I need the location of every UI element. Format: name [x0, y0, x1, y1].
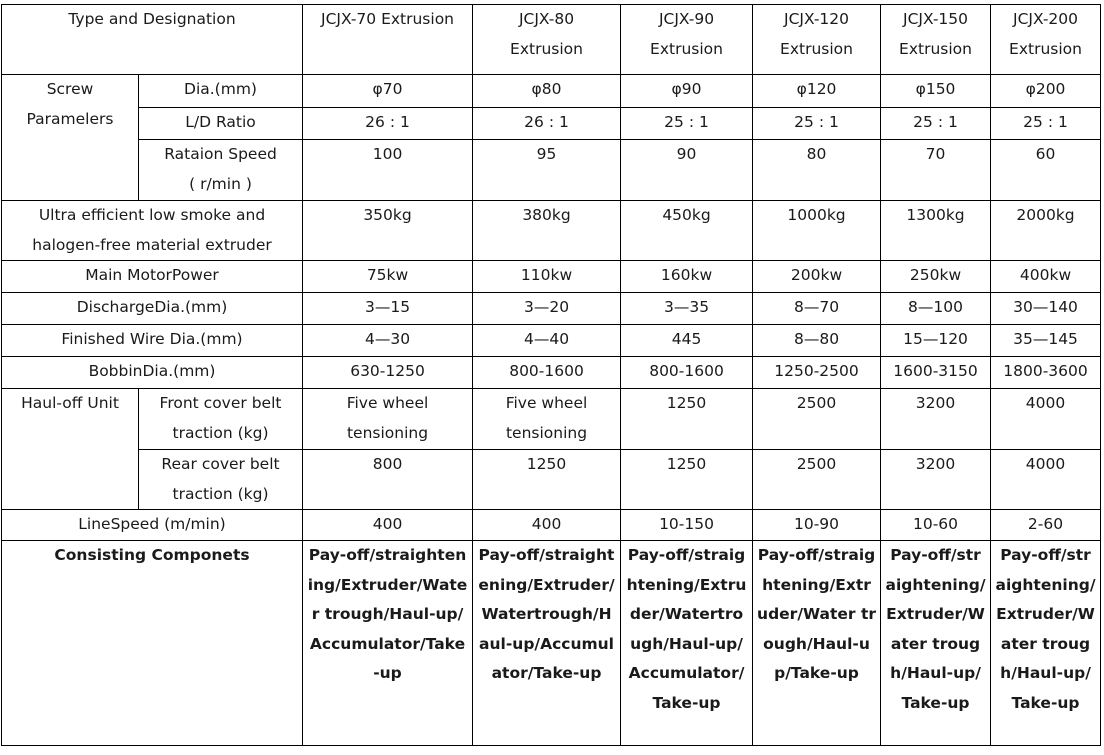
table-cell: Five wheel tensioning [473, 389, 621, 450]
table-cell: 110kw [473, 261, 621, 293]
table-cell: 10-60 [881, 510, 991, 541]
table-cell: 35—145 [991, 325, 1101, 357]
table-cell: φ150 [881, 75, 991, 108]
table-cell: 160kw [621, 261, 753, 293]
table-cell: 3—15 [303, 293, 473, 325]
table-row [2, 293, 1101, 325]
table-row [2, 357, 1101, 389]
table-row [2, 75, 1101, 108]
row-label: Front cover belt traction (kg) [139, 389, 303, 450]
model-header: JCJX-80 Extrusion [473, 5, 621, 75]
table-cell: 800-1600 [621, 357, 753, 389]
table-cell: Pay-off/straightening/Extruder/Water trough/Haul-up/Take-up [753, 541, 881, 746]
table-cell: φ200 [991, 75, 1101, 108]
table-cell: 25 : 1 [621, 108, 753, 140]
row-label: Finished Wire Dia.(mm) [2, 325, 303, 357]
table-cell: 2-60 [991, 510, 1101, 541]
table-row [2, 140, 1101, 201]
table-cell: 1800-3600 [991, 357, 1101, 389]
table-cell: 200kw [753, 261, 881, 293]
table-cell: 4—40 [473, 325, 621, 357]
table-cell: 1250-2500 [753, 357, 881, 389]
table-cell: 1250 [621, 389, 753, 450]
type-designation-label: Type and Designation [2, 5, 303, 75]
table-cell: 400 [473, 510, 621, 541]
table-cell: 2500 [753, 450, 881, 510]
table-row [2, 201, 1101, 261]
table-cell: 3200 [881, 450, 991, 510]
table-cell: 25 : 1 [881, 108, 991, 140]
table-cell: 400kw [991, 261, 1101, 293]
table-cell: 8—80 [753, 325, 881, 357]
table-row [2, 108, 1101, 140]
table-cell: 70 [881, 140, 991, 201]
table-cell: 26 : 1 [303, 108, 473, 140]
table-cell: 3—20 [473, 293, 621, 325]
table-cell: Five wheel tensioning [303, 389, 473, 450]
table-cell: 445 [621, 325, 753, 357]
spec-table [1, 4, 1101, 746]
table-cell: 2000kg [991, 201, 1101, 261]
table-cell: φ70 [303, 75, 473, 108]
table-cell: Pay-off/straightening/Extruder/Water trough/Haul-up/Take-up [991, 541, 1101, 746]
table-cell: 250kw [881, 261, 991, 293]
table-cell: 2500 [753, 389, 881, 450]
table-cell: 100 [303, 140, 473, 201]
header-row [2, 5, 1101, 75]
table-cell: 8—100 [881, 293, 991, 325]
model-header: JCJX-150 Extrusion [881, 5, 991, 75]
table-cell: 380kg [473, 201, 621, 261]
row-label: LineSpeed (m/min) [2, 510, 303, 541]
model-header: JCJX-200 Extrusion [991, 5, 1101, 75]
table-cell: 800 [303, 450, 473, 510]
table-cell: 30—140 [991, 293, 1101, 325]
table-cell: 60 [991, 140, 1101, 201]
table-cell: φ80 [473, 75, 621, 108]
table-cell: 15—120 [881, 325, 991, 357]
table-cell: 4000 [991, 450, 1101, 510]
model-header: JCJX-70 Extrusion [303, 5, 473, 75]
row-label: Ultra efficient low smoke and halogen-free material extruder [2, 201, 303, 261]
model-header: JCJX-90 Extrusion [621, 5, 753, 75]
haul-group-label: Haul-off Unit [2, 389, 139, 510]
table-cell: 80 [753, 140, 881, 201]
table-row [2, 389, 1101, 450]
table-cell: 4—30 [303, 325, 473, 357]
row-label: L/D Ratio [139, 108, 303, 140]
table-cell: 25 : 1 [753, 108, 881, 140]
table-cell: φ90 [621, 75, 753, 108]
table-cell: 3200 [881, 389, 991, 450]
table-cell: 1250 [621, 450, 753, 510]
table-cell: 400 [303, 510, 473, 541]
table-cell: 4000 [991, 389, 1101, 450]
row-label: Main MotorPower [2, 261, 303, 293]
table-cell: 1000kg [753, 201, 881, 261]
table-cell: 450kg [621, 201, 753, 261]
table-cell: Pay-off/straightening/Extruder/Water trough/Haul-up/Accumulator/Take-up [303, 541, 473, 746]
row-label: DischargeDia.(mm) [2, 293, 303, 325]
table-cell: 1600-3150 [881, 357, 991, 389]
row-label: BobbinDia.(mm) [2, 357, 303, 389]
table-cell: 95 [473, 140, 621, 201]
table-cell: 25 : 1 [991, 108, 1101, 140]
table-row [2, 325, 1101, 357]
row-label: Consisting Componets [2, 541, 303, 746]
table-cell: Pay-off/straightening/Extruder/Watertrough/Haul-up/Accumulator/Take-up [473, 541, 621, 746]
table-cell: 1300kg [881, 201, 991, 261]
row-label: Dia.(mm) [139, 75, 303, 108]
table-cell: 26 : 1 [473, 108, 621, 140]
table-cell: 75kw [303, 261, 473, 293]
table-cell: Pay-off/straightening/Extruder/Water trough/Haul-up/Take-up [881, 541, 991, 746]
row-label: Rear cover belt traction (kg) [139, 450, 303, 510]
table-cell: 1250 [473, 450, 621, 510]
table-cell: 10-90 [753, 510, 881, 541]
table-cell: 350kg [303, 201, 473, 261]
table-cell: φ120 [753, 75, 881, 108]
table-cell: 630-1250 [303, 357, 473, 389]
table-cell: 90 [621, 140, 753, 201]
table-row [2, 450, 1101, 510]
table-row [2, 541, 1101, 746]
table-cell: 800-1600 [473, 357, 621, 389]
model-header: JCJX-120 Extrusion [753, 5, 881, 75]
row-label: Rataion Speed ( r/min ) [139, 140, 303, 201]
table-row [2, 261, 1101, 293]
table-cell: 3—35 [621, 293, 753, 325]
table-cell: 8—70 [753, 293, 881, 325]
screw-group-label: Screw Paramelers [2, 75, 139, 201]
table-cell: Pay-off/straightening/Extruder/Watertrough/Haul-up/Accumulator/Take-up [621, 541, 753, 746]
table-cell: 10-150 [621, 510, 753, 541]
table-row [2, 510, 1101, 541]
